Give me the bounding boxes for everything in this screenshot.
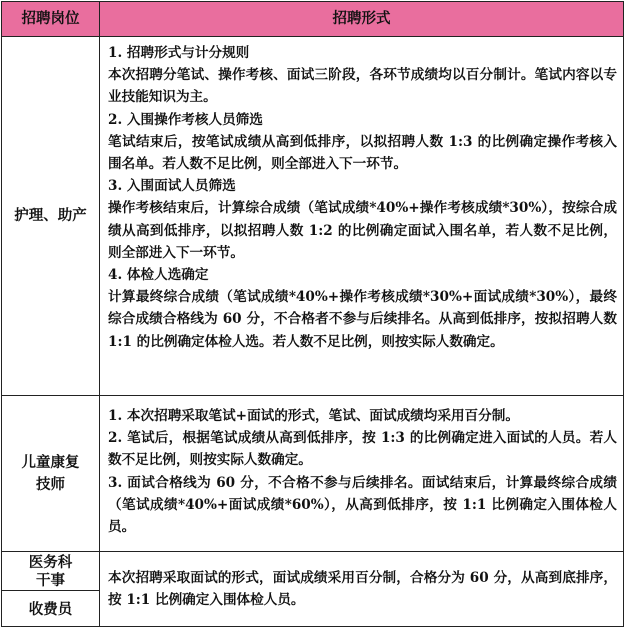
position-cell-cashier: 收费员 [28,600,73,618]
header-position: 招聘岗位 [21,11,80,27]
table-header-row [2,2,623,37]
rule-text: 本次招聘采取面试的形式，面试成绩采用百分制，合格分为 60 分，从高到底排序，按 1:1 比例确定入围体检人员。 [108,570,617,609]
table-row-admin [2,553,623,627]
position-cell: 儿童康复技师 [21,454,80,493]
format-cell [108,405,617,538]
header-format: 招聘形式 [332,11,391,27]
rule-heading: 3. 入围面试人员筛选 [108,178,236,195]
table-row-nursing [2,36,623,396]
rule-text: 笔试结束后，按笔试成绩从高到低排序，以拟招聘人数 1:3 的比例确定操作考核入围名单。若人数不足比例，则全部进入下一环节。 [108,133,617,173]
rule-text: 2. 笔试后，根据笔试成绩从高到低排序，按 1:3 的比例确定进入面试的人员。若人数不足比例，则按实际人数确定。 [108,430,617,469]
rule-text: 3. 面试合格线为 60 分，不合格不参与后续排名。面试结束后，计算最终综合成绩（笔试成绩*40%+面试成绩*60%），从高到低排序，按 1:1 比例确定入围体检人员。 [108,474,617,536]
rule-heading: 4. 体检人选确定 [108,267,209,284]
rule-text: 本次招聘分笔试、操作考核、面试三阶段，各环节成绩均以百分制计。笔试内容以专业技能知识为主。 [108,67,617,106]
table-row-rehab [2,397,623,552]
position-cell-medical-officer: 医务科干事 [2,553,99,591]
position-cell: 护理、助产 [14,206,87,224]
rule-heading: 2. 入围操作考核人员筛选 [108,111,263,128]
recruitment-table [1,1,624,627]
rule-text: 1. 本次招聘采取笔试+面试的形式，笔试、面试成绩均采用百分制。 [108,408,519,424]
rule-heading: 1. 招聘形式与计分规则 [108,45,250,61]
rule-text: 计算最终综合成绩（笔试成绩*40%+操作考核成绩*30%+面试成绩*30%），最终综合成绩合格线为 60 分，不合格者不参与后续排名。从高到低排序，按拟招聘人数 1:1 的比例确定体检人选。若人数不足比例，则按实际人数确定。 [108,289,617,350]
format-cell [108,42,617,353]
format-cell [108,567,617,611]
rule-text: 操作考核结束后，计算综合成绩（笔试成绩*40%+操作考核成绩*30%），按综合成绩从高到低排序，以拟招聘人数 1:2 的比例确定面试入围名单，若人数不足比例，则全部进入下一环节。 [108,200,617,261]
